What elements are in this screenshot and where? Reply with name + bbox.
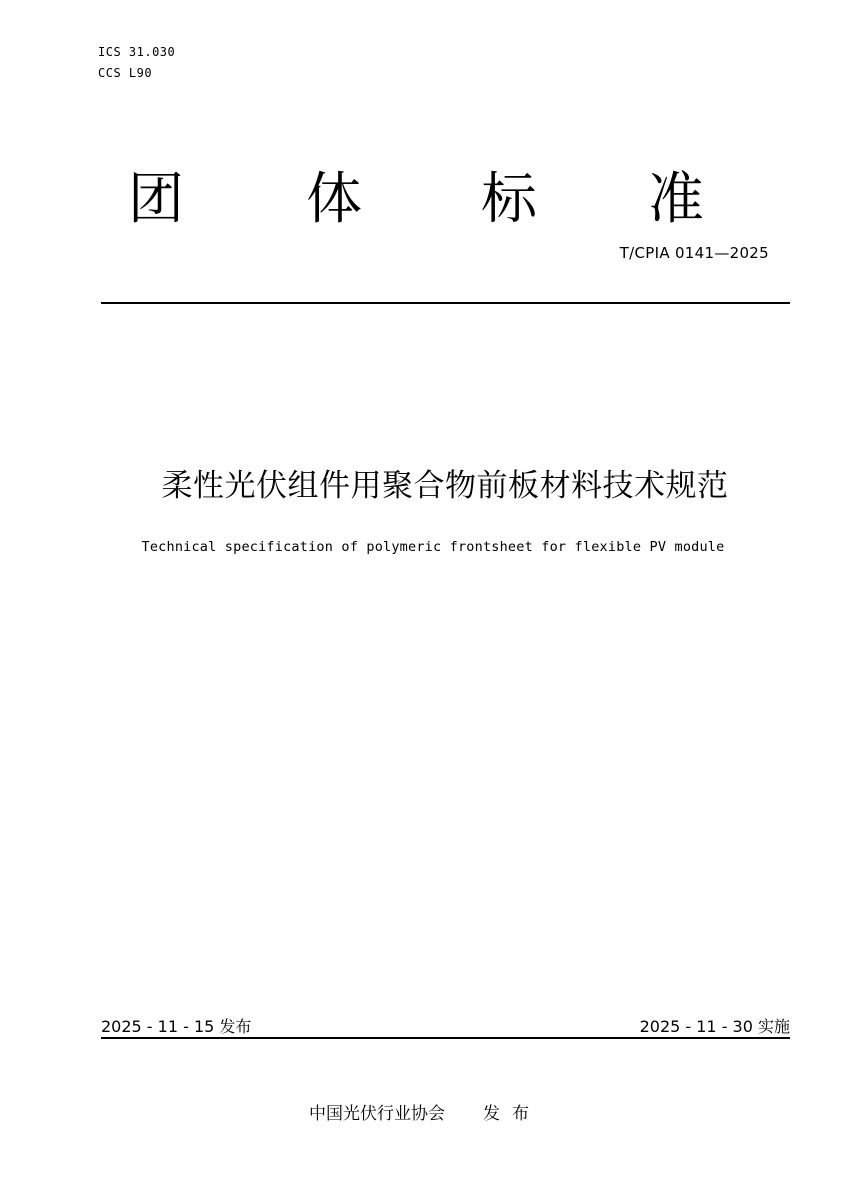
document-title-english: Technical specification of polymeric frontsheet for flexible PV module xyxy=(141,539,725,555)
date-row xyxy=(101,1014,790,1038)
top-divider xyxy=(101,302,790,304)
classification-codes xyxy=(98,42,175,84)
publisher-organization: 中国光伏行业协会 xyxy=(309,1104,445,1124)
ccs-code: CCS L90 xyxy=(98,66,153,80)
bottom-divider xyxy=(101,1037,790,1039)
implementation-date: 2025 - 11 - 30 实施 xyxy=(639,1017,790,1036)
heading-char-4: 准 xyxy=(648,167,704,232)
publisher-line xyxy=(0,1099,850,1124)
document-title-chinese: 柔性光伏组件用聚合物前板材料技术规范 xyxy=(161,468,729,504)
ics-code: ICS 31.030 xyxy=(98,45,176,59)
publish-date: 2025 - 11 - 15 发布 xyxy=(101,1017,252,1036)
standard-number: T/CPIA 0141—2025 xyxy=(619,244,769,262)
publish-action: 发布 xyxy=(483,1104,541,1124)
heading-char-3: 标 xyxy=(481,167,537,232)
heading-char-2: 体 xyxy=(306,167,362,232)
standard-type-heading xyxy=(98,160,758,240)
heading-char-1: 团 xyxy=(128,167,184,232)
